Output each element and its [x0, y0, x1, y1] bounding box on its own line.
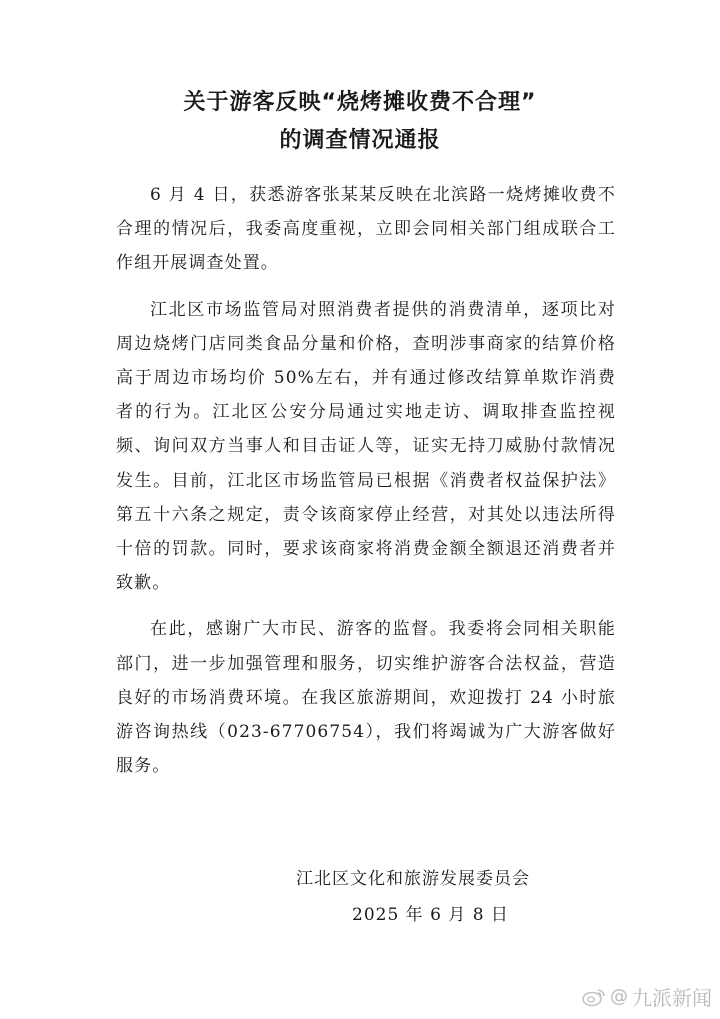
at-symbol-icon: @: [610, 986, 628, 1007]
source-watermark: [582, 982, 712, 1011]
document-body: [116, 178, 616, 783]
weibo-icon: [582, 987, 606, 1007]
paragraph-2: 江北区市场监管局对照消费者提供的消费清单，逐项比对周边烧烤门店同类食品分量和价格，查明涉事商家的结算价格高于周边市场均价 50%左右，并有通过修改结算单欺诈消费者的行为。江北区公安分局通过实地走访、调取排查监控视频、询问双方当事人和目击证人等，证实无持刀威胁付款情况发生。目前，江北区市场监管局已根据《消费者权益保护法》第五十六条之规定，责令该商家停止经营，对其处以违法所得十倍的罚款。同时，要求该商家将消费金额全额退还消费者并致歉。: [116, 299, 616, 594]
paragraph-1: 6 月 4 日，获悉游客张某某反映在北滨路一烧烤摊收费不合理的情况后，我委高度重视，立即会同相关部门组成联合工作组开展调查处置。: [116, 185, 616, 274]
document-title-line-1: 关于游客反映“烧烤摊收费不合理”: [183, 90, 537, 115]
watermark-text: 九派新闻: [632, 986, 712, 1010]
document-title-line-2: 的调查情况通报: [279, 128, 441, 153]
signature-organization: 江北区文化和旅游发展委员会: [296, 869, 530, 889]
signature-date: 2025 年 6 月 8 日: [352, 905, 509, 925]
paragraph-3: 在此，感谢广大市民、游客的监督。我委将会同相关职能部门，进一步加强管理和服务，切实维护游客合法权益，营造良好的市场消费环境。在我区旅游期间，欢迎拨打 24 小时旅游咨询热线（023-67706754），我们将竭诚为广大游客做好服务。: [116, 619, 616, 777]
